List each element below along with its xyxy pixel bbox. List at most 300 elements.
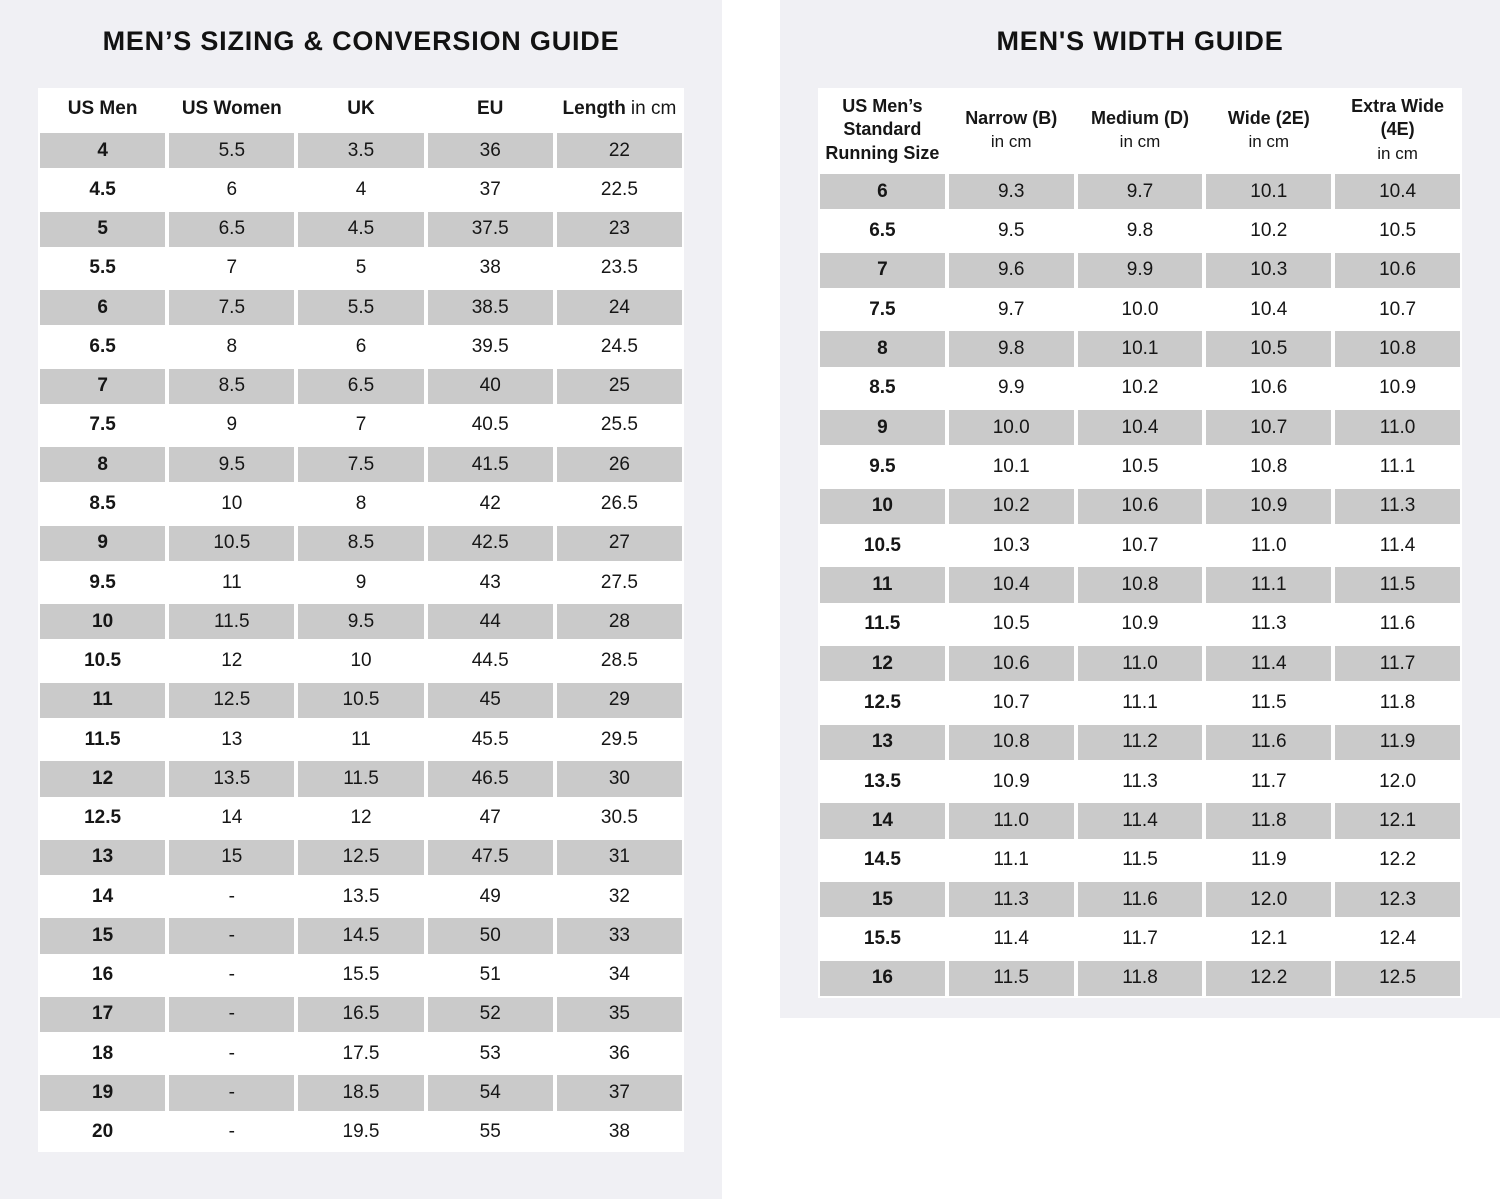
- table-row: [818, 329, 1462, 368]
- cell: 10.5: [296, 681, 425, 720]
- table-header-row: [818, 88, 1462, 172]
- cell: 16: [92, 964, 114, 986]
- cell: 6: [226, 178, 238, 200]
- cell: 55: [479, 1121, 501, 1143]
- cell: 10.5: [992, 613, 1030, 635]
- cell: 44: [426, 602, 555, 641]
- cell: 8.5: [167, 367, 296, 406]
- cell: 11.5: [84, 728, 121, 750]
- cell: 38: [479, 257, 501, 279]
- cell: 6: [355, 335, 367, 357]
- cell: 10.4: [1250, 298, 1288, 320]
- cell: 11.5: [296, 759, 425, 798]
- cell: 27.5: [600, 571, 638, 593]
- cell: 4.5: [89, 178, 116, 200]
- cell: 10: [818, 487, 947, 526]
- cell: 12.5: [84, 807, 122, 829]
- table-row: [38, 367, 684, 406]
- cell: 52: [426, 995, 555, 1034]
- cell: 5.5: [89, 257, 116, 279]
- cell: 6.5: [89, 335, 116, 357]
- table-row: [818, 644, 1462, 683]
- cell: 9.5: [296, 602, 425, 641]
- cell: 10.6: [1076, 487, 1205, 526]
- width-guide-title: MEN'S WIDTH GUIDE: [996, 26, 1284, 56]
- cell: 7: [818, 251, 947, 290]
- cell: 40: [426, 367, 555, 406]
- table-header-row: [38, 88, 684, 131]
- column-header-us-women: [167, 88, 296, 131]
- cell: 13: [221, 728, 243, 750]
- column-header-unit: in cm: [1248, 132, 1290, 152]
- cell: 37: [555, 1073, 684, 1112]
- cell: 7.5: [89, 414, 116, 436]
- table-row: [818, 683, 1462, 722]
- cell: 23: [555, 210, 684, 249]
- table-row: [38, 288, 684, 327]
- cell: 11.5: [1333, 565, 1462, 604]
- cell: 10.1: [1076, 329, 1205, 368]
- cell: 7.5: [167, 288, 296, 327]
- cell: 14: [92, 885, 114, 907]
- cell: 9.9: [1076, 251, 1205, 290]
- cell: 11.7: [1251, 770, 1287, 792]
- cell: 10.7: [992, 691, 1030, 713]
- cell: 47: [479, 807, 501, 829]
- cell: 28.5: [600, 650, 638, 672]
- cell: -: [228, 964, 235, 986]
- cell: 11.6: [1204, 723, 1333, 762]
- cell: 6: [38, 288, 167, 327]
- cell: 11.1: [993, 849, 1029, 871]
- cell: 28: [555, 602, 684, 641]
- column-header-unit: in cm: [1377, 143, 1418, 163]
- cell: 7: [355, 414, 367, 436]
- cell: 13.5: [863, 770, 901, 792]
- cell: 13.5: [342, 885, 380, 907]
- table-row: [38, 759, 684, 798]
- cell: 10.6: [947, 644, 1076, 683]
- cell: 39.5: [471, 335, 509, 357]
- cell: 6.5: [869, 219, 896, 241]
- cell: 10.8: [1076, 565, 1205, 604]
- column-header-extra-wide: [1333, 88, 1462, 172]
- cell: 34: [608, 964, 630, 986]
- cell: -: [228, 885, 235, 907]
- cell: 10.7: [1379, 298, 1417, 320]
- cell: 10.8: [947, 723, 1076, 762]
- cell: 10.5: [84, 650, 122, 672]
- cell: 14: [221, 807, 243, 829]
- column-header-label: Length: [562, 98, 626, 120]
- cell: 49: [479, 885, 501, 907]
- table-row: [38, 838, 684, 877]
- cell: 11.1: [1204, 565, 1333, 604]
- cell: 9.5: [89, 571, 116, 593]
- cell: 27: [555, 524, 684, 563]
- cell: 10.9: [1204, 487, 1333, 526]
- cell: 9.5: [167, 445, 296, 484]
- table-row: [38, 524, 684, 563]
- cell: 54: [426, 1073, 555, 1112]
- cell: 10.4: [947, 565, 1076, 604]
- cell: 12.5: [1333, 959, 1462, 998]
- cell: -: [167, 1073, 296, 1112]
- cell: 10.2: [1250, 219, 1288, 241]
- cell: 17.5: [342, 1042, 380, 1064]
- cell: -: [167, 995, 296, 1034]
- width-guide-table: [818, 88, 1462, 998]
- cell: 4: [355, 178, 367, 200]
- cell: 10.8: [1250, 455, 1288, 477]
- table-row: [38, 641, 684, 680]
- table-row: [818, 447, 1462, 486]
- cell: 11.1: [1122, 691, 1158, 713]
- table-row: [38, 563, 684, 602]
- cell: 17: [38, 995, 167, 1034]
- cell: 10.1: [1204, 172, 1333, 211]
- cell: 10.9: [1121, 613, 1159, 635]
- cell: 14.5: [296, 916, 425, 955]
- cell: 11: [221, 571, 242, 593]
- table-row: [38, 602, 684, 641]
- cell: 25.5: [600, 414, 638, 436]
- cell: 13: [818, 723, 947, 762]
- table-row: [818, 526, 1462, 565]
- cell: 9.9: [997, 377, 1025, 399]
- cell: 12.5: [167, 681, 296, 720]
- column-header-label: US Women: [181, 98, 282, 120]
- cell: 19.5: [342, 1121, 380, 1143]
- cell: 18: [92, 1042, 114, 1064]
- cell: 35: [555, 995, 684, 1034]
- cell: 10.5: [1121, 455, 1159, 477]
- cell: 9: [226, 414, 238, 436]
- cell: 10.7: [1121, 534, 1159, 556]
- cell: 3.5: [296, 131, 425, 170]
- cell: 9.7: [1076, 172, 1205, 211]
- cell: 4: [38, 131, 167, 170]
- cell: 11.4: [1076, 801, 1205, 840]
- cell: 8.5: [869, 377, 896, 399]
- cell: 11.2: [1076, 723, 1205, 762]
- cell: 43: [479, 571, 501, 593]
- cell: 37.5: [426, 210, 555, 249]
- cell: 10: [38, 602, 167, 641]
- table-row: [38, 681, 684, 720]
- column-header-us-men: [38, 88, 167, 131]
- cell: 37: [479, 178, 501, 200]
- column-header-label: UK: [347, 98, 375, 120]
- cell: 11.8: [1076, 959, 1205, 998]
- cell: 10.3: [1204, 251, 1333, 290]
- cell: 10.9: [1379, 377, 1417, 399]
- table-row: [818, 762, 1462, 801]
- cell: 12.0: [1204, 880, 1333, 919]
- cell: 19: [38, 1073, 167, 1112]
- table-row: [818, 369, 1462, 408]
- cell: 12.1: [1333, 801, 1462, 840]
- cell: 36: [608, 1042, 630, 1064]
- cell: 5.5: [167, 131, 296, 170]
- cell: 38.5: [426, 288, 555, 327]
- cell: 9.5: [997, 219, 1025, 241]
- cell: 10.0: [947, 408, 1076, 447]
- table-row: [38, 484, 684, 523]
- table-row: [818, 841, 1462, 880]
- cell: 9.8: [1126, 219, 1154, 241]
- cell: 7.5: [869, 298, 896, 320]
- cell: 12.4: [1379, 927, 1417, 949]
- cell: 12.3: [1333, 880, 1462, 919]
- cell: 10.4: [1076, 408, 1205, 447]
- cell: 4.5: [296, 210, 425, 249]
- cell: 11: [818, 565, 947, 604]
- cell: 42: [479, 493, 501, 515]
- cell: 11.0: [1333, 408, 1462, 447]
- cell: 41.5: [426, 445, 555, 484]
- table-row: [38, 170, 684, 209]
- cell: 24.5: [600, 335, 638, 357]
- cell: 11.3: [1333, 487, 1462, 526]
- table-row: [818, 919, 1462, 958]
- cell: 16.5: [296, 995, 425, 1034]
- cell: 11.4: [1204, 644, 1333, 683]
- cell: 36: [426, 131, 555, 170]
- cell: 12: [818, 644, 947, 683]
- cell: -: [228, 1121, 235, 1143]
- cell: 10.8: [1333, 329, 1462, 368]
- cell: 10.9: [992, 770, 1030, 792]
- cell: 10.1: [992, 455, 1030, 477]
- cell: 51: [479, 964, 501, 986]
- cell: 11.0: [947, 801, 1076, 840]
- cell: 9: [38, 524, 167, 563]
- table-row: [818, 487, 1462, 526]
- table-row: [38, 210, 684, 249]
- cell: 14.5: [863, 849, 901, 871]
- cell: 9.6: [947, 251, 1076, 290]
- table-row: [818, 251, 1462, 290]
- table-row: [38, 799, 684, 838]
- cell: 11.6: [1379, 613, 1416, 635]
- table-row: [818, 723, 1462, 762]
- cell: 10: [221, 493, 243, 515]
- table-row: [38, 1034, 684, 1073]
- cell: 9.3: [947, 172, 1076, 211]
- table-row: [38, 720, 684, 759]
- column-header-label: Extra Wide (4E): [1351, 96, 1445, 140]
- table-body: [818, 172, 1462, 998]
- cell: 6.5: [167, 210, 296, 249]
- column-header-label: Wide (2E): [1227, 107, 1310, 128]
- cell: 53: [479, 1042, 501, 1064]
- table-row: [818, 880, 1462, 919]
- table-row: [38, 327, 684, 366]
- column-header-label: Medium (D): [1090, 107, 1189, 128]
- table-row: [38, 956, 684, 995]
- width-guide-panel: [780, 0, 1500, 1018]
- cell: 8: [38, 445, 167, 484]
- cell: 11.5: [947, 959, 1076, 998]
- cell: 10.5: [1379, 219, 1417, 241]
- cell: 11.5: [864, 613, 901, 635]
- cell: 50: [426, 916, 555, 955]
- table-row: [38, 131, 684, 170]
- cell: 12.5: [863, 691, 901, 713]
- cell: 30: [555, 759, 684, 798]
- cell: 12: [350, 807, 372, 829]
- cell: 44.5: [471, 650, 509, 672]
- column-header-uk: [296, 88, 425, 131]
- cell: 11.9: [1333, 723, 1462, 762]
- column-header-label: Narrow (B): [965, 107, 1058, 128]
- cell: 11.6: [1076, 880, 1205, 919]
- table-row: [38, 877, 684, 916]
- cell: 47.5: [426, 838, 555, 877]
- cell: 23.5: [600, 257, 638, 279]
- cell: 8.5: [296, 524, 425, 563]
- cell: 11.4: [993, 927, 1029, 949]
- cell: 11.7: [1122, 927, 1158, 949]
- table-row: [818, 959, 1462, 998]
- cell: 12.1: [1250, 927, 1288, 949]
- cell: 26.5: [600, 493, 638, 515]
- cell: 9.5: [869, 455, 896, 477]
- cell: 5: [355, 257, 367, 279]
- cell: 30.5: [600, 807, 638, 829]
- cell: 5.5: [296, 288, 425, 327]
- cell: 11.3: [1122, 770, 1158, 792]
- cell: 6: [818, 172, 947, 211]
- cell: 38: [608, 1121, 630, 1143]
- cell: 7: [226, 257, 238, 279]
- column-header-length: [555, 88, 684, 131]
- cell: 45: [426, 681, 555, 720]
- cell: 18.5: [296, 1073, 425, 1112]
- table-row: [38, 406, 684, 445]
- cell: 11: [351, 728, 371, 750]
- column-header-wide: [1204, 88, 1333, 172]
- cell: 7: [38, 367, 167, 406]
- cell: 6.5: [296, 367, 425, 406]
- column-header-unit: in cm: [630, 98, 677, 120]
- cell: -: [228, 1042, 235, 1064]
- table-row: [38, 249, 684, 288]
- table-row: [818, 290, 1462, 329]
- cell: 9.7: [997, 298, 1025, 320]
- cell: 11.8: [1204, 801, 1333, 840]
- cell: 11.8: [1379, 691, 1416, 713]
- cell: 10.2: [947, 487, 1076, 526]
- table-row: [818, 211, 1462, 250]
- cell: 9: [818, 408, 947, 447]
- cell: 13.5: [167, 759, 296, 798]
- table-row: [38, 1073, 684, 1112]
- cell: 20: [92, 1121, 114, 1143]
- cell: 14: [818, 801, 947, 840]
- cell: 11.3: [1251, 613, 1287, 635]
- cell: 10.5: [1204, 329, 1333, 368]
- column-header-unit: in cm: [1119, 132, 1161, 152]
- cell: 15: [38, 916, 167, 955]
- column-header-narrow: [947, 88, 1076, 172]
- cell: 15: [818, 880, 947, 919]
- cell: 11.9: [1251, 849, 1287, 871]
- cell: 32: [608, 885, 630, 907]
- cell: 33: [555, 916, 684, 955]
- column-header-label: US Men’s Standard Running Size: [825, 95, 940, 163]
- cell: 11.0: [1251, 534, 1287, 556]
- column-header-label: US Men: [67, 98, 138, 120]
- table-row: [38, 445, 684, 484]
- cell: 8.5: [89, 493, 116, 515]
- sizing-guide-title: MEN’S SIZING & CONVERSION GUIDE: [102, 26, 620, 56]
- table-row: [818, 565, 1462, 604]
- table-row: [38, 916, 684, 955]
- cell: 12.2: [1379, 849, 1417, 871]
- cell: 11.7: [1333, 644, 1462, 683]
- cell: 10.2: [1121, 377, 1159, 399]
- table-row: [818, 605, 1462, 644]
- cell: 11.4: [1379, 534, 1416, 556]
- cell: 11.3: [947, 880, 1076, 919]
- cell: 25: [555, 367, 684, 406]
- cell: 12.5: [296, 838, 425, 877]
- cell: 10.3: [992, 534, 1030, 556]
- cell: 8: [355, 493, 367, 515]
- table-row: [818, 801, 1462, 840]
- table-body: [38, 131, 684, 1152]
- sizing-conversion-table: [38, 88, 684, 1152]
- cell: 11: [38, 681, 167, 720]
- column-header-label: EU: [477, 98, 504, 120]
- cell: 22.5: [600, 178, 638, 200]
- cell: 13: [38, 838, 167, 877]
- cell: 31: [555, 838, 684, 877]
- cell: 12.0: [1379, 770, 1417, 792]
- cell: 16: [818, 959, 947, 998]
- cell: 10.7: [1204, 408, 1333, 447]
- sizing-guide-panel: [0, 0, 722, 1199]
- cell: 11.5: [1122, 849, 1158, 871]
- cell: 15: [167, 838, 296, 877]
- cell: 10.6: [1250, 377, 1288, 399]
- cell: 9: [355, 571, 367, 593]
- cell: 26: [555, 445, 684, 484]
- cell: 5: [38, 210, 167, 249]
- column-header-medium: [1076, 88, 1205, 172]
- cell: 10.5: [167, 524, 296, 563]
- cell: 11.1: [1379, 455, 1416, 477]
- column-header-eu: [426, 88, 555, 131]
- cell: 7.5: [296, 445, 425, 484]
- cell: 45.5: [471, 728, 509, 750]
- cell: 11.5: [167, 602, 296, 641]
- cell: 11.5: [1251, 691, 1287, 713]
- cell: 9.8: [947, 329, 1076, 368]
- column-header-unit: in cm: [990, 132, 1032, 152]
- cell: 12: [38, 759, 167, 798]
- cell: 29: [555, 681, 684, 720]
- cell: 12: [221, 650, 243, 672]
- table-row: [818, 408, 1462, 447]
- table-row: [818, 172, 1462, 211]
- cell: 24: [555, 288, 684, 327]
- cell: 12.2: [1204, 959, 1333, 998]
- cell: 10.0: [1121, 298, 1159, 320]
- cell: 29.5: [600, 728, 638, 750]
